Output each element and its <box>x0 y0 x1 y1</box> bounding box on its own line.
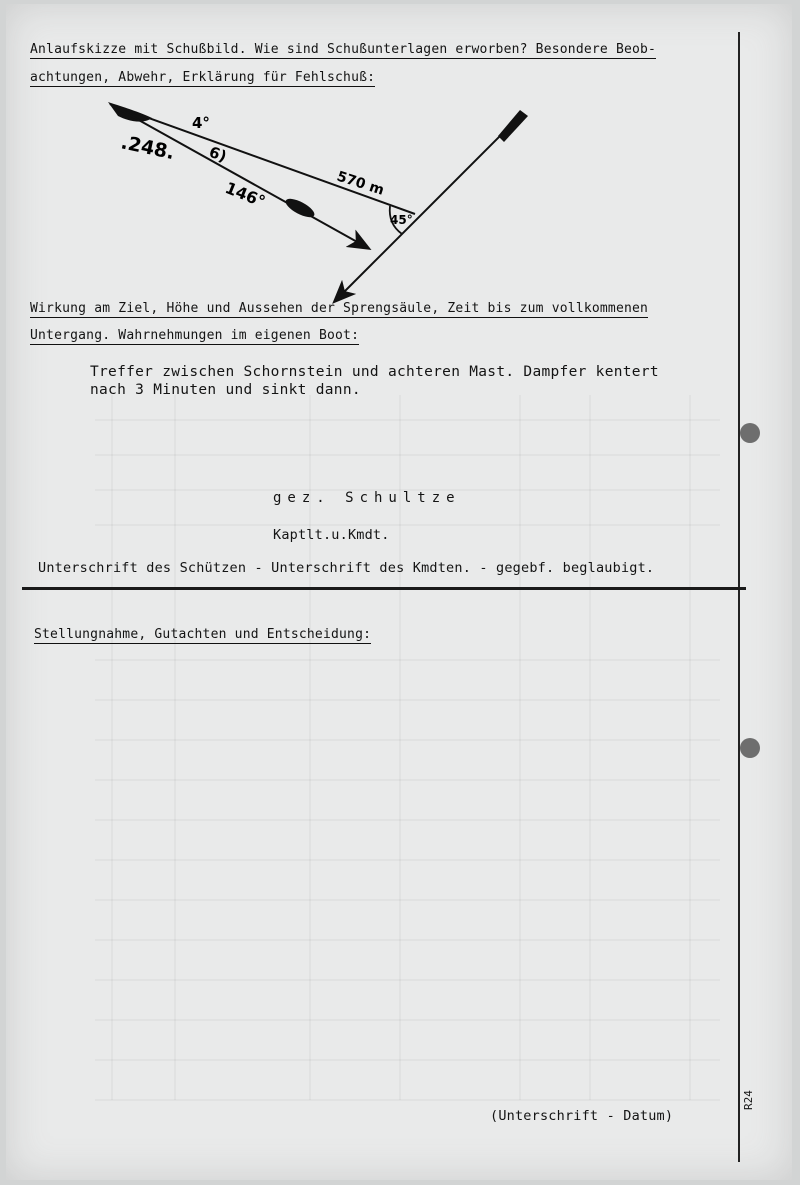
label-248: .248. <box>118 131 177 165</box>
label-146: 146° <box>222 178 269 212</box>
target-course-line <box>335 116 520 301</box>
attack-sketch <box>100 96 540 311</box>
section-divider <box>22 587 746 590</box>
right-margin-line <box>738 32 740 1162</box>
label-angle: 45° <box>390 213 413 227</box>
signature-date-label: (Unterschrift - Datum) <box>490 1108 674 1124</box>
effect-heading-line-2: Untergang. Wahrnehmungen im eigenen Boot: <box>30 328 360 343</box>
signature-caption: Unterschrift des Schützen - Unterschrift des Kmdten. - gegebf. beglaubigt. <box>38 560 655 576</box>
header-line-1: Anlaufskizze mit Schußbild. Wie sind Schußunterlagen erworben? Besondere Beob- <box>30 42 657 57</box>
label-570: 570 m <box>334 168 387 199</box>
label-4deg: 4° <box>192 114 210 132</box>
decision-heading: Stellungnahme, Gutachten und Entscheidung: <box>34 627 372 642</box>
label-6: 6) <box>206 142 230 166</box>
signature-rank: Kaptlt.u.Kmdt. <box>273 527 390 543</box>
header-line-2: achtungen, Abwehr, Erklärung für Fehlschuß: <box>30 70 376 85</box>
torpedo-symbol <box>283 195 317 221</box>
punch-hole-lower <box>740 738 760 758</box>
vertical-mark: R24 <box>742 1090 755 1110</box>
effect-text-line-2: nach 3 Minuten und sinkt dann. <box>90 382 361 398</box>
punch-hole-upper <box>740 423 760 443</box>
effect-text-line-1: Treffer zwischen Schornstein und achteren Mast. Dampfer kentert <box>90 364 659 380</box>
signature-name: gez. Schultze <box>273 490 461 506</box>
target-ship-symbol <box>498 110 528 142</box>
torpedo-track <box>110 104 368 248</box>
effect-heading-line-1: Wirkung am Ziel, Höhe und Aussehen der Sprengsäule, Zeit bis zum vollkommenen <box>30 301 649 316</box>
